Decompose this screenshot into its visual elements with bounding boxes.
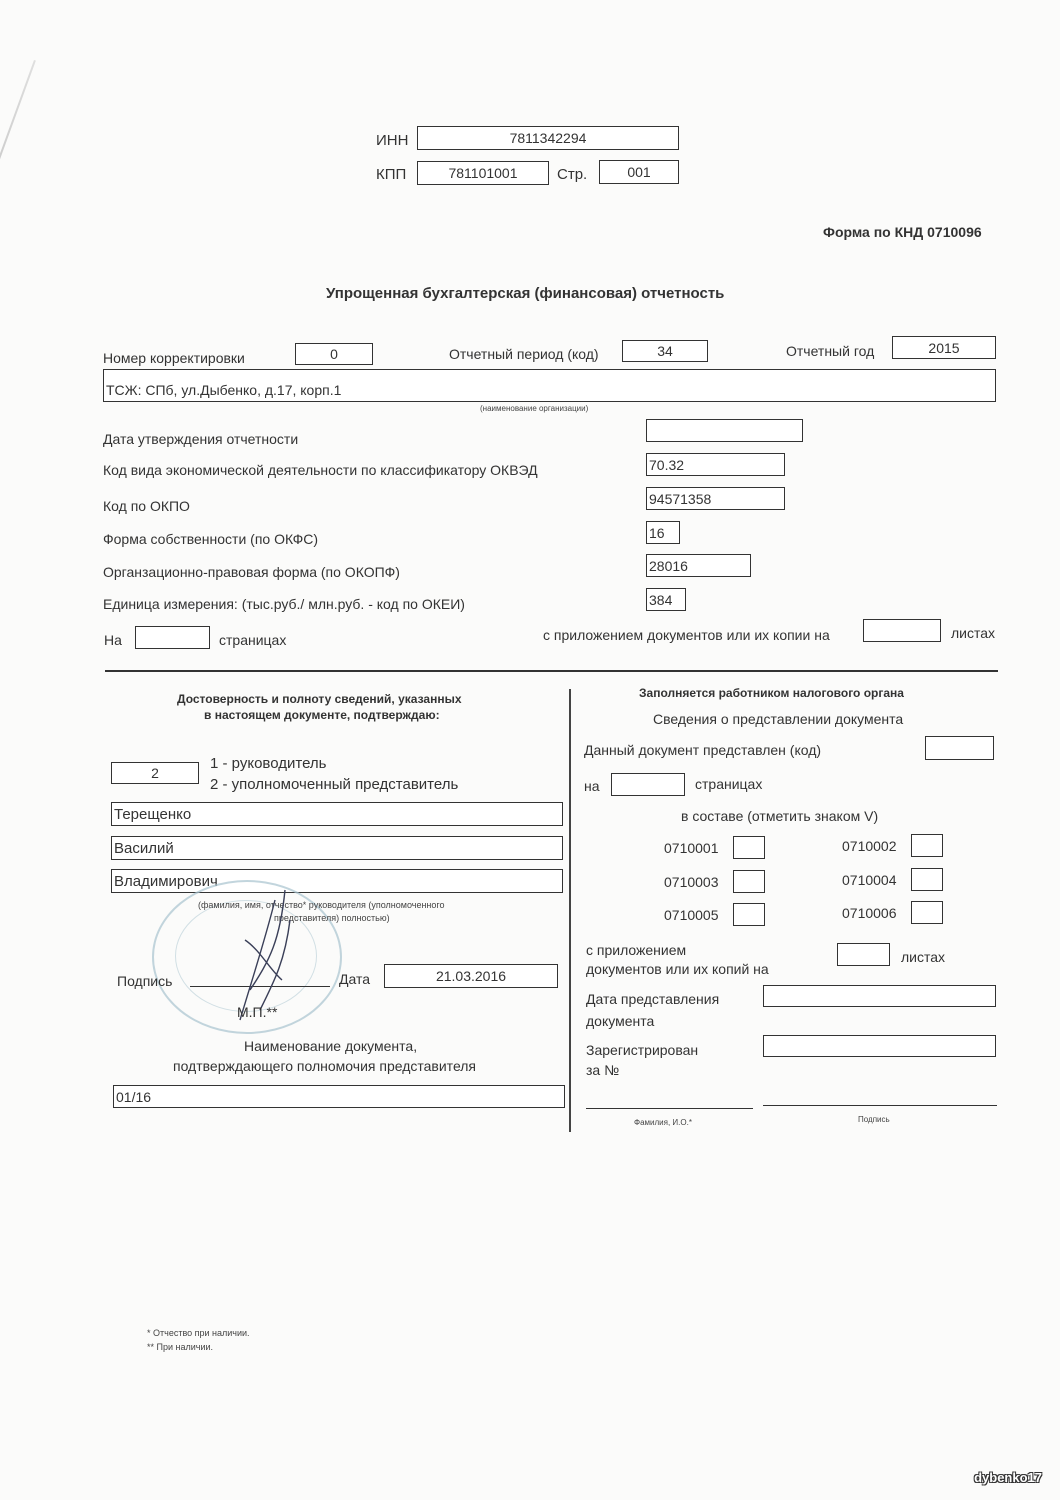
pages-label: страницах [219,632,287,648]
form-code-0710006: 0710006 [842,905,897,921]
signer-option-2: 2 - уполномоченный представитель [210,776,459,793]
scan-edge-artifact [0,60,36,239]
okopf-field[interactable]: 28016 [646,554,751,577]
officer-signature-line[interactable] [763,1105,997,1106]
submitted-code-label: Данный документ представлен (код) [584,742,822,758]
surname-field[interactable]: Терещенко [111,802,563,826]
kpp-label: КПП [376,166,407,183]
document-title: Упрощенная бухгалтерская (финансовая) отчетность [326,285,725,302]
period-field[interactable]: 34 [622,340,708,362]
signer-code-field[interactable]: 2 [111,762,199,784]
confirm-heading-line1: Достоверность и полноту сведений, указанных [177,692,462,706]
correction-field[interactable]: 0 [295,343,373,365]
checkbox-0710006[interactable] [911,901,943,924]
submission-date-label-line2: документа [586,1013,655,1029]
inn-label: ИНН [376,132,409,149]
org-name-field[interactable]: ТСЖ: СПб, ул.Дыбенко, д.17, корп.1 [103,369,996,402]
form-code-0710005: 0710005 [664,907,719,923]
inn-field[interactable]: 7811342294 [417,126,679,150]
signature-label: Подпись [117,973,173,989]
checkbox-0710003[interactable] [733,870,765,893]
tax-sheets-label: листах [901,949,946,965]
checkbox-0710005[interactable] [733,903,765,926]
authority-doc-field[interactable]: 01/16 [113,1085,565,1108]
tax-attach-label-line1: с приложением [586,942,687,958]
okei-field[interactable]: 384 [646,588,686,611]
checkbox-0710004[interactable] [911,868,943,891]
section-divider [105,670,998,672]
form-code-0710004: 0710004 [842,872,897,888]
okfs-field[interactable]: 16 [646,521,680,544]
tax-attach-count-field[interactable] [837,943,890,966]
form-code-0710003: 0710003 [664,874,719,890]
column-divider [569,689,571,1132]
submitted-code-field[interactable] [925,736,994,760]
page-field[interactable]: 001 [599,160,679,184]
footnote-2: ** При наличии. [147,1342,214,1352]
year-field[interactable]: 2015 [892,336,996,359]
tax-office-heading: Заполняется работником налогового органа [639,686,904,700]
attachments-count-field[interactable] [863,619,941,642]
okfs-label: Форма собственности (по ОКФС) [103,531,319,547]
kpp-field[interactable]: 781101001 [417,161,549,185]
submission-date-field[interactable] [763,985,996,1007]
pages-on-label: На [104,632,122,648]
signer-option-1: 1 - руководитель [210,755,327,772]
fio-caption-line1: (фамилия, имя, отчество* руководителя (уполномоченного [198,900,445,910]
tax-attach-label-line2: документов или их копий на [586,961,769,977]
date-field[interactable]: 21.03.2016 [384,964,558,988]
authority-doc-label-line2: подтверждающего полномочия представителя [173,1058,477,1074]
checkbox-0710001[interactable] [733,836,765,859]
tax-pages-on-label: на [584,778,600,794]
submission-info-heading: Сведения о представлении документа [653,711,904,727]
date-label: Дата [339,971,371,987]
okei-label: Единица измерения: (тыс.руб./ млн.руб. - код по ОКЕИ) [103,596,465,612]
approval-date-label: Дата утверждения отчетности [103,431,299,447]
okved-label: Код вида экономической деятельности по классификатору ОКВЭД [103,462,538,478]
patronymic-field[interactable]: Владимирович [111,869,563,893]
checkbox-0710002[interactable] [911,834,943,857]
correction-label: Номер корректировки [103,350,245,366]
okpo-field[interactable]: 94571358 [646,487,785,510]
form-code-0710002: 0710002 [842,838,897,854]
tax-pages-label: страницах [695,776,763,792]
approval-date-field[interactable] [646,419,803,442]
okpo-label: Код по ОКПО [103,498,190,514]
okved-field[interactable]: 70.32 [646,453,785,476]
year-label: Отчетный год [786,343,875,359]
form-code-0710001: 0710001 [664,840,719,856]
submission-date-label-line1: Дата представления [586,991,720,1007]
registration-label-line1: Зарегистрирован [586,1042,699,1058]
officer-name-line[interactable] [586,1108,753,1109]
first-name-field[interactable]: Василий [111,836,563,860]
sheets-label: листах [951,625,996,641]
registration-number-field[interactable] [763,1035,996,1057]
authority-doc-label-line1: Наименование документа, [244,1038,418,1054]
period-label: Отчетный период (код) [449,346,599,362]
composition-label: в составе (отметить знаком V) [681,808,879,824]
footnote-1: * Отчество при наличии. [147,1328,250,1338]
registration-label-line2: за № [586,1062,620,1078]
pages-count-field[interactable] [135,626,210,649]
okopf-label: Органзационно-правовая форма (по ОКОПФ) [103,564,400,580]
watermark: dybenko17 [974,1470,1042,1485]
org-name-caption: (наименование организации) [480,404,589,413]
confirm-heading-line2: в настоящем документе, подтверждаю: [204,708,440,722]
seal-label: М.П.** [237,1004,278,1020]
tax-pages-count-field[interactable] [611,773,685,796]
officer-name-caption: Фамилия, И.О.* [634,1118,692,1127]
fio-caption-line2: представителя) полностью) [274,913,390,923]
officer-signature-caption: Подпись [858,1115,890,1124]
page-label: Стр. [557,166,588,183]
form-code: Форма по КНД 0710096 [823,224,982,240]
attachments-label: с приложением документов или их копии на [543,627,830,643]
